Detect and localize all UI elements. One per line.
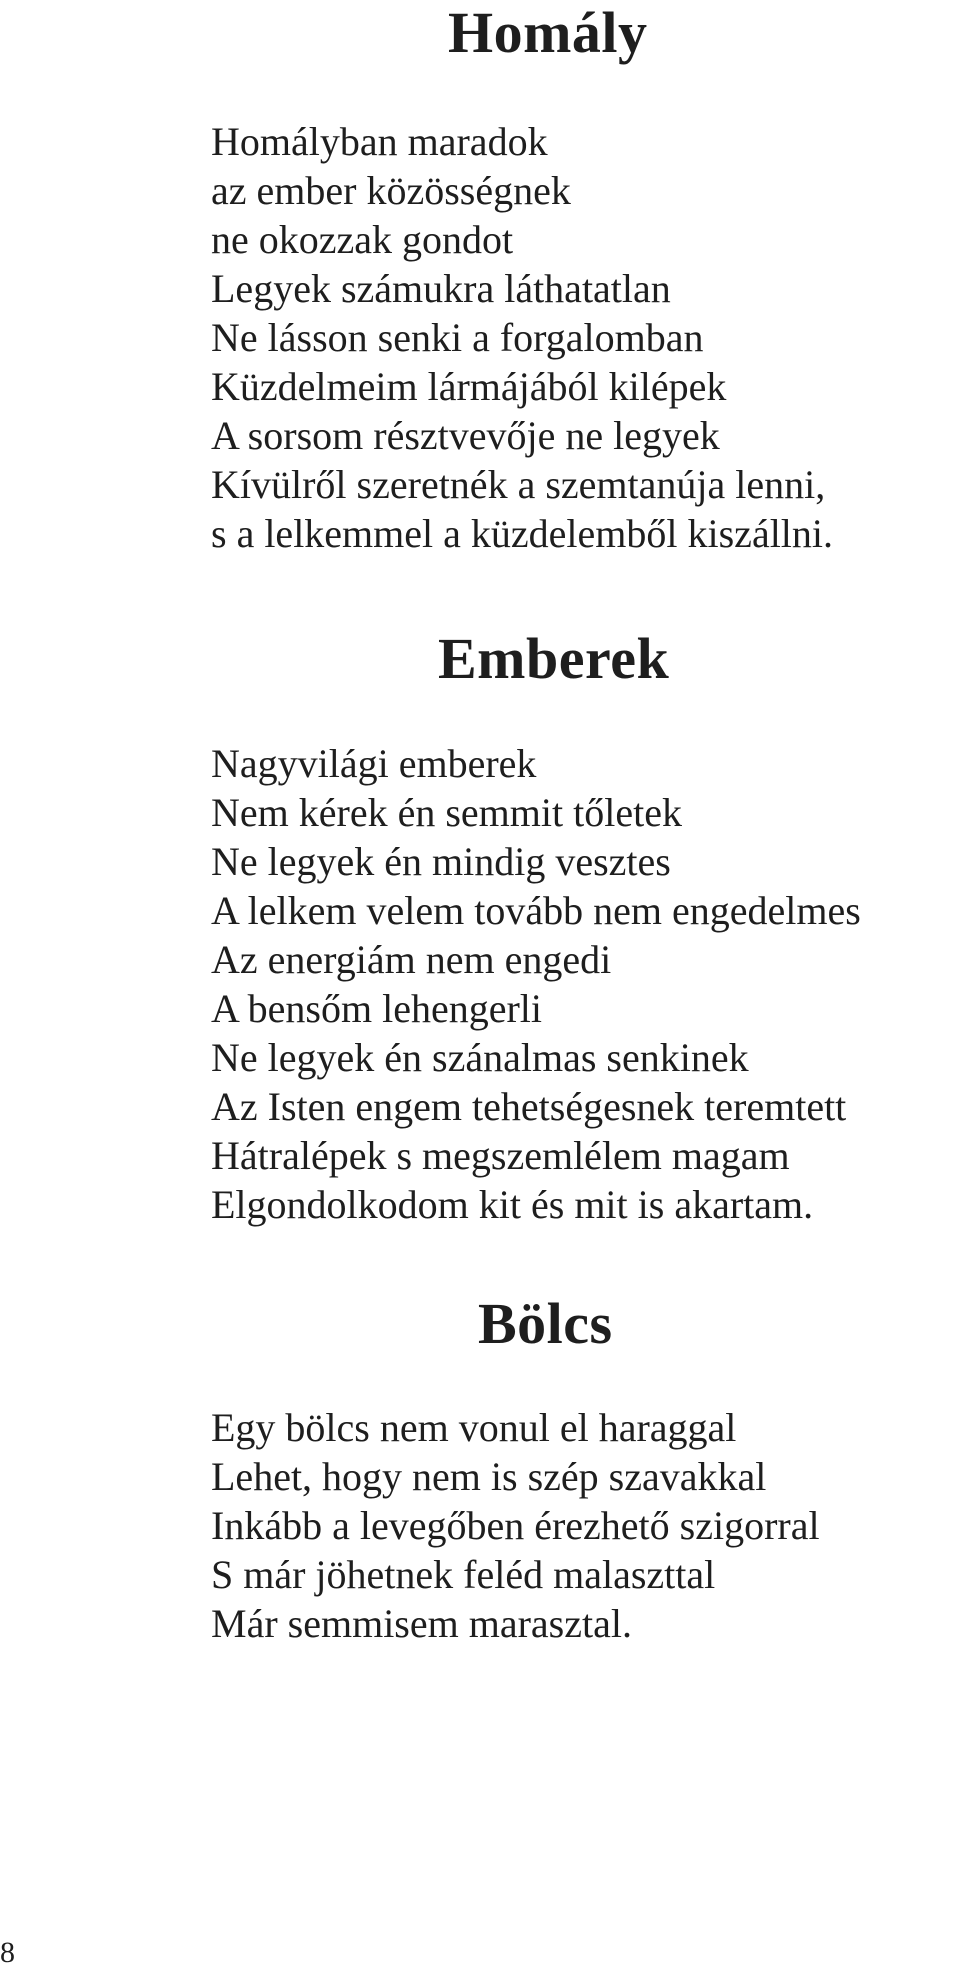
poem-body-emberek: [211, 739, 861, 1229]
poem-line: Ne lásson senki a forgalomban: [211, 315, 704, 360]
poem-line: A bensőm lehengerli: [211, 986, 543, 1031]
poem-body-homaly: [211, 117, 833, 558]
poem-line: Nem kérek én semmit tőletek: [211, 790, 682, 835]
page-number: 8: [0, 1936, 15, 1969]
poem-line: Egy bölcs nem vonul el haraggal: [211, 1405, 737, 1450]
poem-line: A lelkem velem tovább nem engedelmes: [211, 888, 861, 933]
poem-line: Az energiám nem engedi: [211, 937, 612, 982]
poem-line: Ne legyek én mindig vesztes: [211, 839, 671, 884]
poem-line: Küzdelmeim lármájából kilépek: [211, 364, 727, 409]
poem-line: Homályban maradok: [211, 119, 548, 164]
poem-line: Kívülről szeretnék a szemtanúja lenni,: [211, 462, 826, 507]
poem-line: ne okozzak gondot: [211, 217, 514, 262]
poem-line: Hátralépek s megszemlélem magam: [211, 1133, 790, 1178]
poem-line: az ember közösségnek: [211, 168, 571, 213]
poem-line: Elgondolkodom kit és mit is akartam.: [211, 1182, 814, 1227]
poem-line: s a lelkemmel a küzdelemből kiszállni.: [211, 511, 834, 556]
poem-line: Már semmisem marasztal.: [211, 1601, 632, 1646]
poem-body-bolcs: [211, 1403, 820, 1648]
poem-line: Az Isten engem tehetségesnek teremtett: [211, 1084, 847, 1129]
poem-line: Nagyvilági emberek: [211, 741, 537, 786]
poem-line: S már jöhetnek feléd malaszttal: [211, 1552, 716, 1597]
poem-line: Lehet, hogy nem is szép szavakkal: [211, 1454, 767, 1499]
poem-title-homaly: Homály: [448, 0, 648, 65]
poem-line: Inkább a levegőben érezhető szigorral: [211, 1503, 820, 1548]
poem-title-bolcs: Bölcs: [478, 1291, 613, 1356]
poem-line: Legyek számukra láthatatlan: [211, 266, 671, 311]
poem-line: Ne legyek én szánalmas senkinek: [211, 1035, 749, 1080]
poem-title-emberek: Emberek: [438, 626, 670, 691]
poem-line: A sorsom résztvevője ne legyek: [211, 413, 720, 458]
